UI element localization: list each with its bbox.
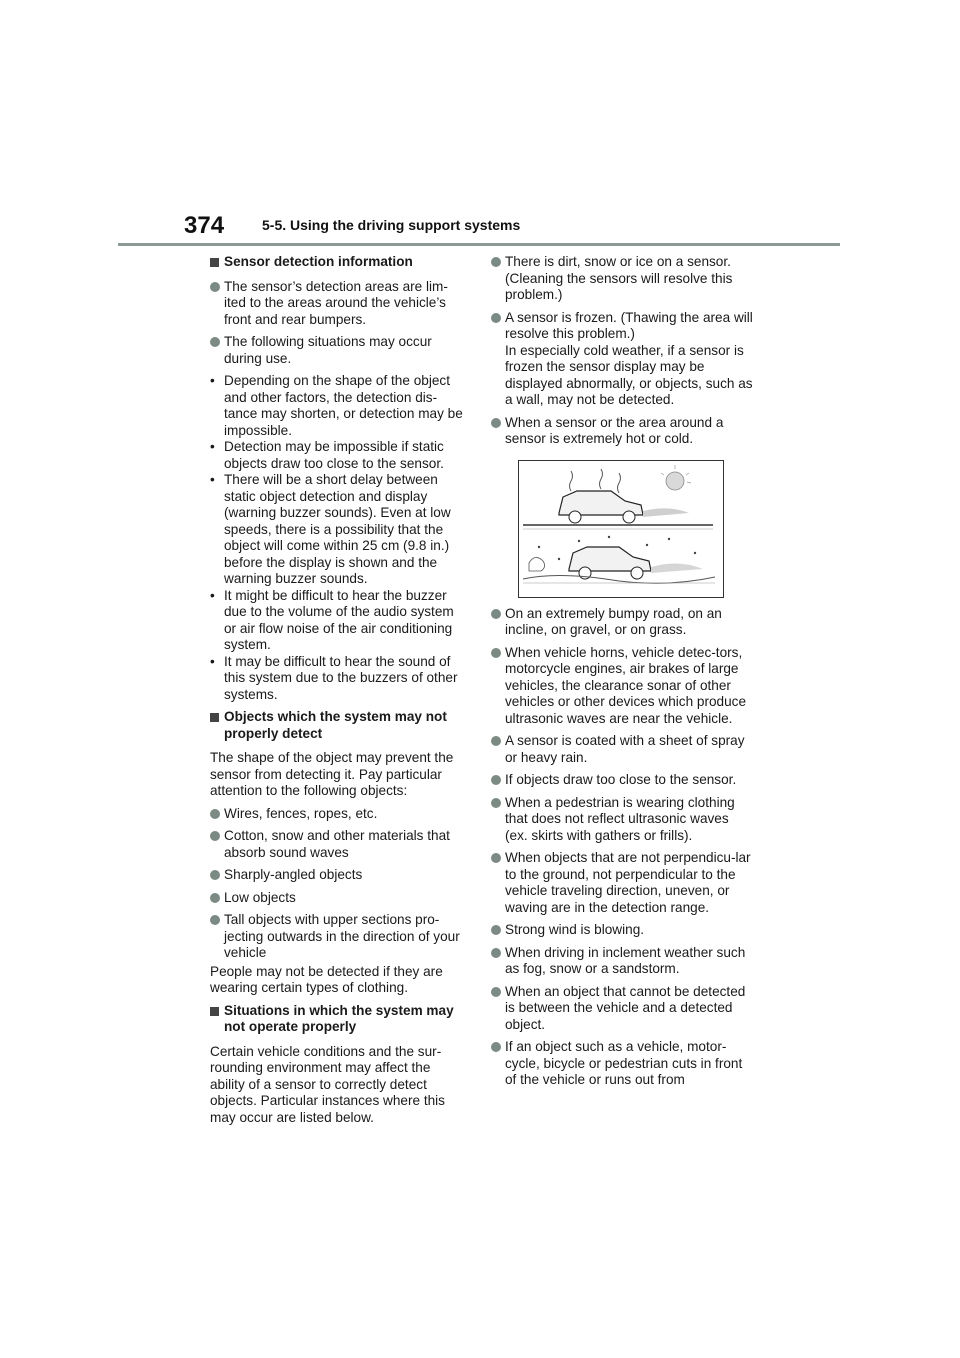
bullet-dot-icon [491,798,501,808]
sensor-weather-illustration [518,460,724,598]
bullet-dot-icon [210,870,220,880]
left-column [210,254,468,1132]
bullet-item: There is dirt, snow or ice on a sensor. (Cleaning the sensors will resolve this problem.) [491,254,753,304]
bullet-dot-icon [491,609,501,619]
page-number: 374 [184,212,225,239]
bullet-dot-icon [210,337,220,347]
paragraph: People may not be detected if they are wearing certain types of clothing. [210,963,443,995]
car-illustration-icon [519,461,723,597]
dash-item: • Depending on the shape of the object and other factors, the detection dis-tance may shorten, or detection may be impossible. [210,373,463,438]
bullet-item: On an extremely bumpy road, on an incline, on gravel, or on grass. [491,606,753,639]
bullet-dot-icon [210,915,220,925]
bullet-item: Tall objects with upper sections pro-jecting outwards in the direction of your vehicle [210,912,468,962]
bullet-item: A sensor is coated with a sheet of spray or heavy rain. [491,733,753,766]
paragraph: Certain vehicle conditions and the sur-rounding environment may affect the ability of a sensor to correctly detect objects. Particular instances where this may occur are listed below. [210,1043,445,1125]
bullet-dot-icon [491,925,501,935]
bullet-item: A sensor is frozen. (Thawing the area will resolve this problem.) In especially cold weather, if a sensor is frozen the sensor display may be displayed abnormally, or objects, such as a wall, may not be detected. [491,310,753,409]
bullet-item: Low objects [210,890,468,907]
dash-item: • There will be a short delay between static object detection and display (warning buzzer sounds). Even at low speeds, there is a possibility that the object will come within 25 cm (9.8 in.) before the display is shown and the warning buzzer sounds. [210,472,451,586]
bullet-dot-icon [491,418,501,428]
bullet-item: When driving in inclement weather such as fog, snow or a sandstorm. [491,945,753,978]
bullet-item: Sharply-angled objects [210,867,468,884]
heading-objects-not-detected: Objects which the system may not properly detect [210,709,468,742]
bullet-dot-icon [491,257,501,267]
bullet-item: When an object that cannot be detected is between the vehicle and a detected object. [491,984,753,1034]
dash-item: • Detection may be impossible if static objects draw too close to the sensor. [210,439,444,471]
bullet-item: If an object such as a vehicle, motor-cycle, bicycle or pedestrian cuts in front of the vehicle or runs out from [491,1039,753,1089]
square-bullet-icon [210,713,219,722]
bullet-dot-icon [491,313,501,323]
bullet-item: When a sensor or the area around a sensor is extremely hot or cold. [491,415,753,448]
page-header [0,0,960,250]
bullet-dot-icon [491,987,501,997]
section-title: 5-5. Using the driving support systems [262,217,521,233]
square-bullet-icon [210,1007,219,1016]
bullet-item: If objects draw too close to the sensor. [491,772,753,789]
paragraph: The shape of the object may prevent the sensor from detecting it. Pay particular attention to the following objects: [210,750,454,798]
dash-item: • It might be difficult to hear the buzzer due to the volume of the audio system or air flow noise of the air conditioning system. [210,587,454,652]
bullet-item: Strong wind is blowing. [491,922,753,939]
bullet-dot-icon [210,893,220,903]
bullet-dot-icon [491,775,501,785]
bullet-item: When a pedestrian is wearing clothing that does not reflect ultrasonic waves (ex. skirts with gathers or frills). [491,795,753,845]
bullet-item: The sensor’s detection areas are lim-ited to the areas around the vehicle’s front and rear bumpers. [210,279,468,329]
heading-sensor-detection: Sensor detection information [210,254,468,271]
dash-item: • It may be difficult to hear the sound of this system due to the buzzers of other systems. [210,653,458,702]
bullet-dot-icon [491,948,501,958]
right-column [491,254,753,1095]
bullet-item: When objects that are not perpendicu-lar to the ground, not perpendicular to the vehicle traveling direction, uneven, or waving are in the detection range. [491,850,753,916]
bullet-dot-icon [491,648,501,658]
bullet-dot-icon [210,831,220,841]
bullet-item: Wires, fences, ropes, etc. [210,806,468,823]
bullet-item: The following situations may occur during use. [210,334,468,367]
square-bullet-icon [210,258,219,267]
bullet-dot-icon [491,1042,501,1052]
dash-list [210,373,468,703]
bullet-dot-icon [210,282,220,292]
heading-situations: Situations in which the system may not operate properly [210,1003,468,1036]
bullet-item: Cotton, snow and other materials that absorb sound waves [210,828,468,861]
bullet-item: When vehicle horns, vehicle detec-tors, motorcycle engines, air brakes of large vehicles, the clearance sonar of other vehicles or other devices which produce ultrasonic waves are near the vehicle. [491,645,753,728]
bullet-dot-icon [491,736,501,746]
bullet-dot-icon [491,853,501,863]
bullet-dot-icon [210,809,220,819]
header-rule [118,243,840,246]
